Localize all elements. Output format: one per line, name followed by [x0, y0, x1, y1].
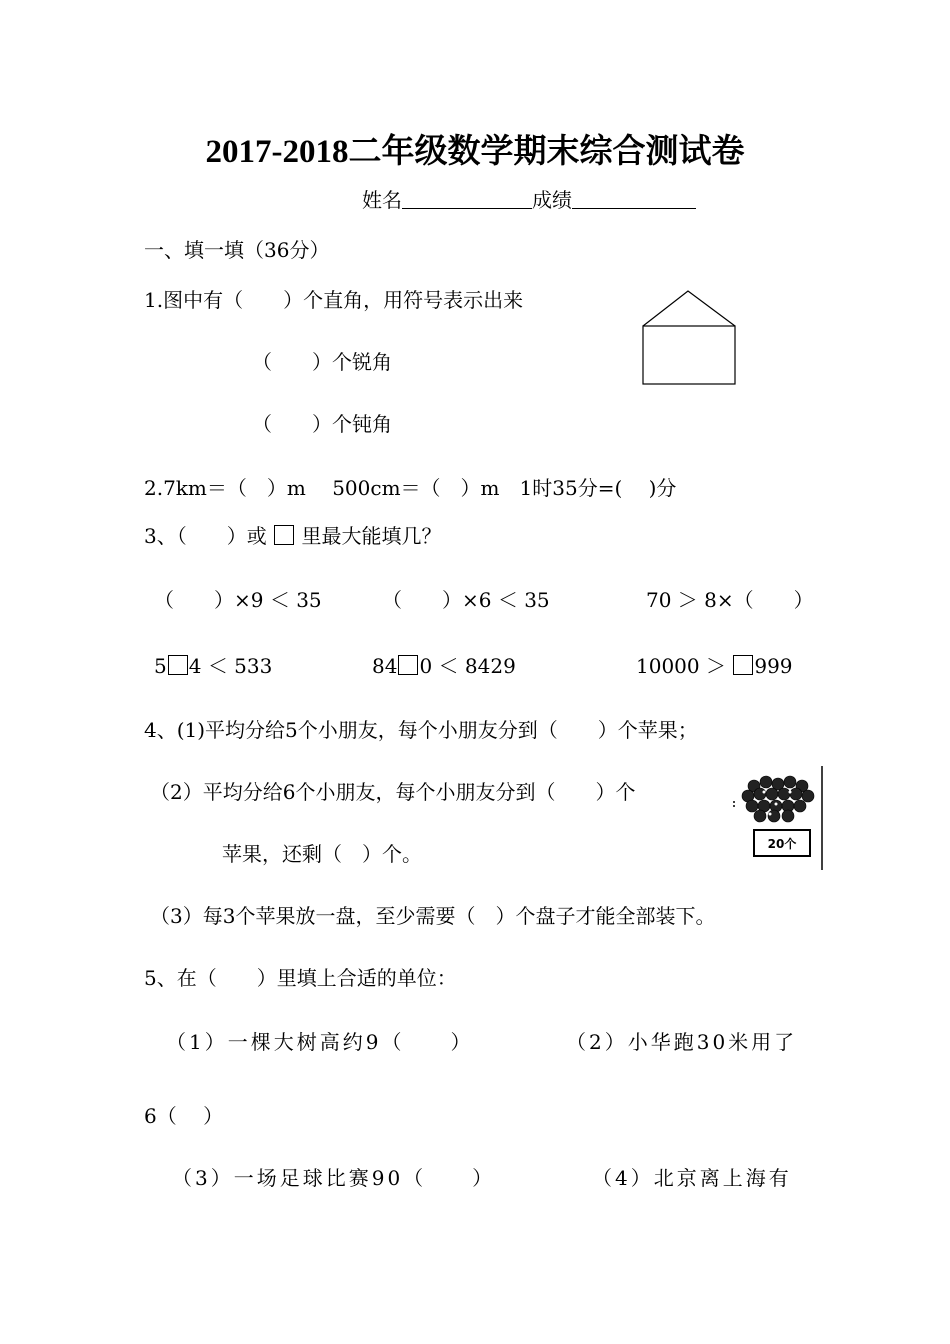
q5-heading: 5、在（ ）里填上合适的单位： [144, 966, 457, 990]
q3-row2-c-pre: 10000 ＞ [636, 654, 733, 678]
q5-item1: （1）一棵大树高约9（ ） [166, 1030, 474, 1054]
q3-row2-a [154, 654, 272, 678]
score-label: 成绩 [532, 188, 572, 212]
q3-row2-a-post: 4 ＜ 533 [188, 654, 273, 678]
page-title: 2017-2018二年级数学期末综合测试卷 [205, 134, 745, 170]
name-blank[interactable] [402, 188, 532, 209]
square-box [274, 525, 294, 545]
apple-pile [742, 776, 814, 822]
q3-row1-b: （ ）×6 ＜ 35 [382, 588, 550, 612]
house-figure [640, 288, 740, 388]
q4-line4: （3）每3个苹果放一盘，至少需要（ ）个盘子才能全部装下。 [150, 904, 716, 928]
q3-row1-a: （ ）×9 ＜ 35 [154, 588, 322, 612]
section-heading: 一、填一填（36分） [144, 238, 330, 262]
q3-row2-a-pre: 5 [154, 654, 167, 678]
q3-row2-b [372, 654, 516, 678]
q4-line1: 4、(1)平均分给5个小朋友，每个小朋友分到（ ）个苹果； [144, 718, 698, 742]
name-score-line [362, 188, 696, 212]
apple-count-label: 20个 [767, 837, 797, 851]
q5-item2-cont: 6（ ） [144, 1104, 224, 1128]
q3-row2-b-pre: 84 [372, 654, 398, 678]
q3-heading-suffix: 里最大能填几？ [301, 524, 442, 548]
q3-row2-c-post: 999 [754, 654, 793, 678]
q5-item4: （4）北京离上海有 [592, 1166, 792, 1190]
house-body [643, 326, 735, 384]
score-blank[interactable] [572, 188, 696, 209]
q4-line3: 苹果，还剩（ ）个。 [222, 842, 422, 866]
fill-box[interactable] [168, 655, 188, 675]
q5-item2: （2）小华跑30米用了 [566, 1030, 798, 1054]
q1-line2: （ ）个锐角 [252, 350, 392, 374]
q3-row1-c: 70 ＞ 8×（ ） [646, 588, 814, 612]
name-label: 姓名 [362, 188, 402, 212]
q5-item3: （3）一场足球比赛90（ ） [172, 1166, 496, 1190]
q3-heading-text: 3、（ ）或 [144, 524, 267, 548]
q3-heading [144, 524, 441, 548]
q3-row2-c [636, 654, 793, 678]
fill-box[interactable] [398, 655, 418, 675]
q4-line2: （2）平均分给6个小朋友，每个小朋友分到（ ）个 [150, 780, 636, 804]
q1-line3: （ ）个钝角 [252, 412, 392, 436]
q2-line: 2.7km＝（ ）m 500cm＝（ ）m 1时35分=( )分 [144, 476, 677, 500]
q1-line1: 1.图中有（ ）个直角，用符号表示出来 [144, 288, 524, 312]
house-roof [643, 291, 735, 326]
apple-picture [730, 764, 826, 872]
q3-row2-b-post: 0 ＜ 8429 [419, 654, 516, 678]
fill-box[interactable] [733, 655, 753, 675]
